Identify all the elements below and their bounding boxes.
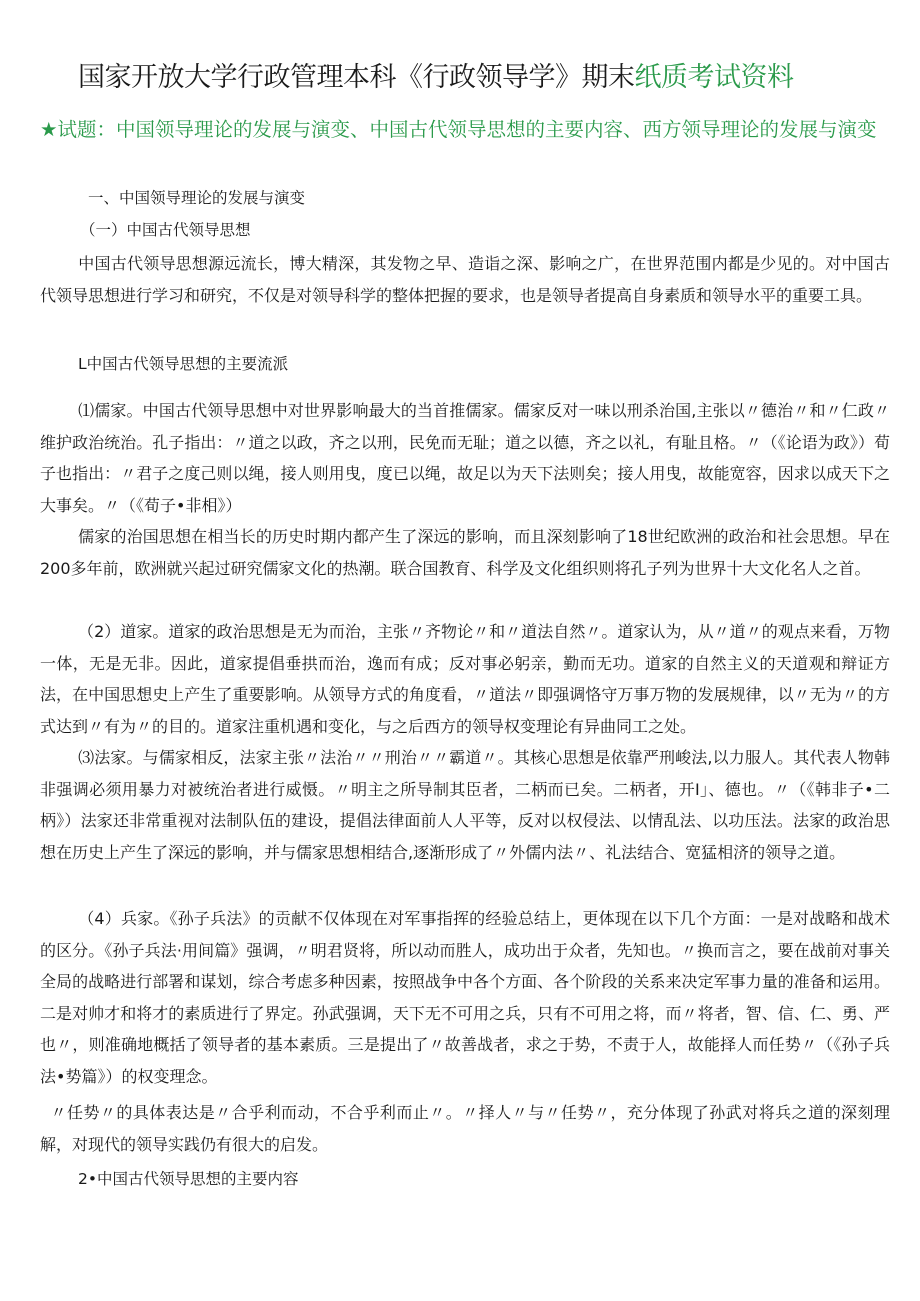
exam-topic-line: ★试题：中国领导理论的发展与演变、中国古代领导思想的主要内容、西方领导理论的发展与演变 bbox=[40, 118, 877, 141]
paragraph-text: （2）道家。道家的政治思想是无为而治，主张〃齐物论〃和〃道法自然〃。道家认为，从〃道〃的观点来看，万物一体，无是无非。因此，道家提倡垂拱而治，逸而有成；反对事必躬亲，勤而无功。道家的自然主义的天道观和辩证方法，在中国思想史上产生了重要影响。从领导方式的角度看，〃道法〃即强调恪守万事万物的发展规律，以〃无为〃的方式达到〃有为〃的目的。道家注重机遇和变化，与之后西方的领导权变理论有异曲同工之处。 bbox=[40, 622, 890, 736]
paragraph-text: 中国古代领导思想源远流长，博大精深，其发物之早、造诣之深、影响之广，在世界范围内都是少见的。对中国古代领导思想进行学习和研究，不仅是对领导科学的整体把握的要求，也是领导者提高自身素质和领导水平的重要工具。 bbox=[40, 254, 890, 305]
document-title bbox=[78, 58, 898, 98]
content-heading: 2•中国古代领导思想的主要内容 bbox=[78, 1170, 299, 1188]
subsection-heading: （一）中国古代领导思想 bbox=[80, 221, 251, 239]
paragraph-legalism bbox=[40, 742, 890, 868]
paragraph-taoism bbox=[40, 616, 890, 742]
title-main: 国家开放大学行政管理本科《行政领导学》期末 bbox=[78, 62, 635, 93]
paragraph-text: ⑶法家。与儒家相反，法家主张〃法治〃〃刑治〃〃霸道〃。其核心思想是依靠严刑峻法,以力服人。其代表人物韩非强调必须用暴力对被统治者进行威慑。〃明主之所导制其臣者，二柄而已矣。二柄者，开I」、德也。〃（《韩非子•二柄》）法家还非常重视对法制队伍的建设，提倡法律面前人人平等，反对以权侵法、以情乱法、以功压法。法家的政治思想在历史上产生了深远的影响，并与儒家思想相结合,逐渐形成了〃外儒内法〃、礼法结合、宽猛相济的领导之道。 bbox=[40, 748, 890, 862]
paragraph-text: （4）兵家。《孙子兵法》的贡献不仅体现在对军事指挥的经验总结上，更体现在以下几个方面：一是对战略和战术的区分。《孙子兵法·用间篇》强调，〃明君贤将，所以动而胜人，成功出于众者，先知也。〃换而言之，要在战前对事关全局的战略进行部署和谋划，综合考虑多种因素，按照战争中各个方面、各个阶段的关系来决定军事力量的准备和运用。二是对帅才和将才的素质进行了界定。孙武强调，天下无不可用之兵，只有不可用之将，而〃将者，智、信、仁、勇、严也〃，则准确地概括了领导者的基本素质。三是提出了〃故善战者，求之于势，不责于人，故能择人而任势〃（《孙子兵法•势篇》）的权变理念。 bbox=[40, 909, 890, 1086]
paragraph-confucian-influence bbox=[40, 521, 890, 584]
paragraph-confucianism bbox=[40, 395, 890, 521]
schools-heading: L中国古代领导思想的主要流派 bbox=[78, 355, 289, 373]
paragraph-renshi bbox=[40, 1097, 890, 1160]
section-heading: 一、中国领导理论的发展与演变 bbox=[88, 189, 306, 207]
paragraph-text: 儒家的治国思想在相当长的历史时期内都产生了深远的影响，而且深刻影响了18世纪欧洲的政治和社会思想。早在200多年前，欧洲就兴起过研究儒家文化的热潮。联合国教育、科学及文化组织则将孔子列为世界十大文化名人之首。 bbox=[40, 527, 890, 578]
paragraph-intro bbox=[40, 248, 890, 311]
title-highlight: 纸质考试资料 bbox=[634, 62, 794, 93]
paragraph-military-strategists bbox=[40, 903, 890, 1092]
paragraph-text: 〃任势〃的具体表达是〃合乎利而动，不合乎利而止〃。〃择人〃与〃任势〃，充分体现了孙武对将兵之道的深刻理解，对现代的领导实践仍有很大的启发。 bbox=[40, 1103, 890, 1154]
paragraph-text: ⑴儒家。中国古代领导思想中对世界影响最大的当首推儒家。儒家反对一味以刑杀治国,主张以〃德治〃和〃仁政〃维护政治统治。孔子指出：〃道之以政，齐之以刑，民免而无耻；道之以德，齐之以礼，有耻且格。〃（《论语为政》）荀子也指出：〃君子之度己则以绳，接人则用曳，度已以绳，故足以为天下法则矣；接人用曳，故能宽容，因求以成天下之大事矣。〃（《荀子•非相》） bbox=[40, 401, 890, 515]
